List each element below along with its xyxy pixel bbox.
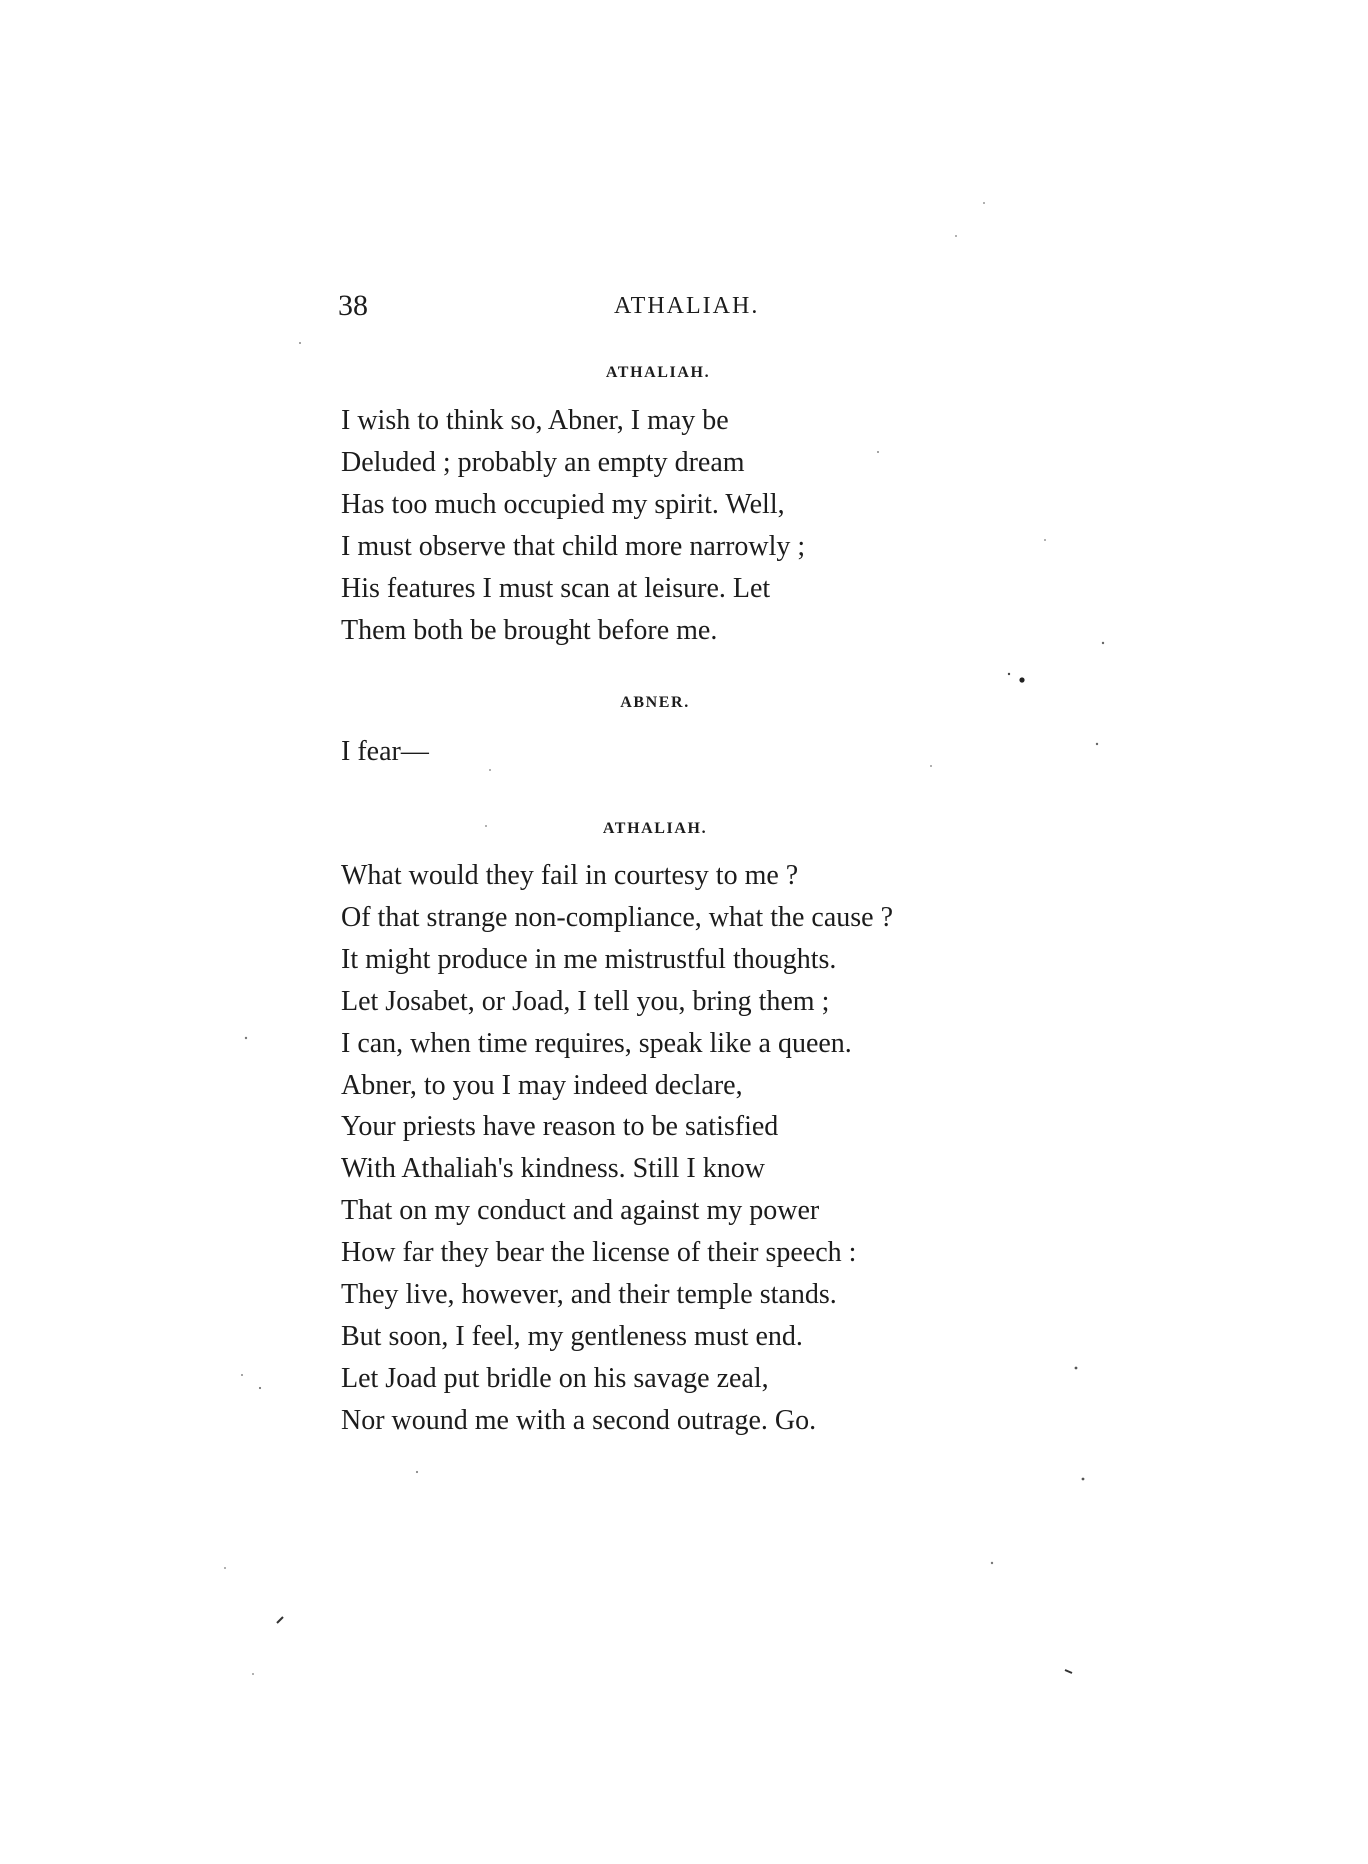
verse-line: Let Josabet, or Joad, I tell you, bring them ;	[341, 985, 830, 1017]
verse-line: They live, however, and their temple stands.	[341, 1279, 837, 1311]
verse-line: Of that strange non-compliance, what the cause ?	[341, 901, 894, 933]
verse-line: His features I must scan at leisure. Let	[341, 573, 771, 604]
running-title: ATHALIAH.	[614, 293, 760, 319]
speaker-name-athaliah: ATHALIAH.	[605, 364, 711, 381]
verse-line: Abner, to you I may indeed declare,	[341, 1069, 743, 1101]
verse-line: What would they fail in courtesy to me ?	[341, 860, 799, 891]
verse-line: Nor wound me with a second outrage. Go.	[341, 1404, 817, 1436]
verse-line: Your priests have reason to be satisfied	[341, 1111, 779, 1143]
page-number: 38	[338, 289, 368, 322]
verse-line: Has too much occupied my spirit. Well,	[341, 489, 785, 520]
verse-line: That on my conduct and against my power	[341, 1195, 820, 1227]
verse-line: How far they bear the license of their speech :	[341, 1237, 857, 1269]
verse-line: But soon, I feel, my gentleness must end.	[341, 1320, 803, 1352]
verse-line: I can, when time requires, speak like a queen.	[341, 1027, 852, 1059]
speaker-name-abner: ABNER.	[620, 694, 690, 711]
verse-line: I must observe that child more narrowly ;	[341, 531, 806, 562]
verse-line: It might produce in me mistrustful thoughts.	[341, 943, 837, 975]
verse-line: Them both be brought before me.	[341, 615, 718, 646]
speaker-name-athaliah: ATHALIAH.	[602, 820, 708, 837]
verse-line: Let Joad put bridle on his savage zeal,	[341, 1362, 769, 1394]
verse-line: With Athaliah's kindness. Still I know	[341, 1153, 765, 1185]
verse-line: I wish to think so, Abner, I may be	[341, 405, 729, 436]
verse-line: I fear—	[341, 736, 429, 767]
verse-line: Deluded ; probably an empty dream	[341, 447, 745, 478]
